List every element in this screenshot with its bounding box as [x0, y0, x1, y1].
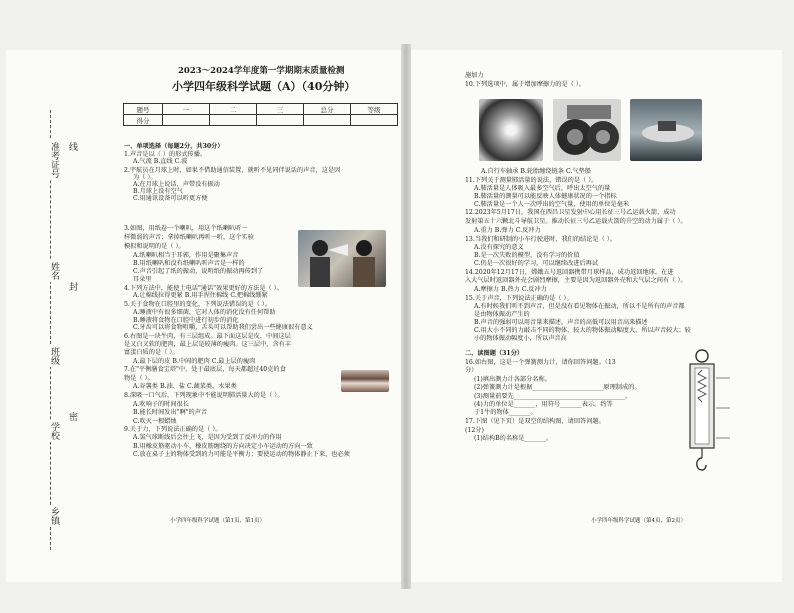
left-question-line: 7.在"平衡膳食宝塔"中，处于最底层，每天都超过40克的食 — [124, 366, 286, 373]
tire-chain-photo — [553, 99, 621, 161]
left-question-line: 2.宇航员在月球上时，如果不借助通信装置，就听不见同伴说话的声音，这是因 — [124, 167, 341, 174]
right-footer: 小学四年级科学试题（第4页，第2页） — [591, 518, 686, 524]
right-question-line: A.自行车轴承 B.轮胎缠绕链条 C.气垫船 — [481, 168, 591, 175]
left-question-line: C.声音引起了纸的振动，说明纸的振动再传到了 — [133, 268, 264, 275]
left-question-line: A.纸喇叭相当于耳郭，作用是聚集声音 — [133, 252, 239, 259]
right-question-line: 小的物体振动幅度小，所以声音高 — [474, 335, 567, 342]
score-header-cell: 二 — [210, 104, 257, 115]
label-school: 学校 — [49, 422, 59, 440]
score-header-cell: 一 — [163, 104, 210, 115]
left-question-line: 6.右图是一块牛肉，有三层组成。最下面这层是皮，中间这层 — [124, 333, 291, 340]
right-question-line: 发射第五十六颗北斗导航卫星。推动长征三号乙运载火箭的升空的动力属于（ ）。 — [465, 218, 687, 225]
left-question-line: 1.声音是以（ ）的形式传播。 — [124, 151, 207, 158]
right-question-line: 13.当我们和研制的小车行驶进时，我们的结论是（ ）。 — [465, 236, 617, 243]
score-cell — [210, 115, 257, 126]
score-header-cell: 题号 — [124, 104, 163, 115]
right-question-line: (2)弹簧测力计是根据_______________________原理制成的。 — [474, 384, 641, 391]
left-question-line: B.用纸喇叭和没有纸喇叭听声音是一样的 — [133, 260, 245, 267]
seal-mark-line: 线 — [67, 142, 77, 151]
left-question-line: 为（ ）。 — [133, 174, 157, 181]
seal-line-strip — [36, 110, 78, 550]
section-heading-1: 一、单项选择（每题2分，共30分） — [124, 143, 224, 150]
left-question-line: A.气流 B.直线 C.波 — [133, 158, 188, 165]
left-question-line: B.能长时间发出"啊"的声音 — [133, 409, 208, 416]
left-question-line: 富蛋白质的是（ ）。 — [124, 349, 179, 356]
children-paper-horn-photo — [298, 230, 386, 287]
left-question-line: 9.关于力，下列说法正确的是（ ）。 — [124, 426, 222, 433]
score-cell — [304, 115, 351, 126]
right-question-line: 是由物体振动产生的 — [474, 311, 530, 318]
score-table — [123, 103, 398, 126]
exam-title-1: 2023～2024学年度第一学期期末质量检测 — [178, 66, 345, 76]
children-silhouette-icon — [298, 230, 386, 287]
hovercraft-photo — [630, 99, 702, 161]
seal-mark-seal: 封 — [67, 282, 77, 291]
right-question-line: 分） — [465, 367, 478, 374]
right-question-line: 16.如右图，这是一个弹簧测力计，请你回答问题。（13 — [465, 359, 616, 366]
label-exam-number: 准考证号 — [49, 142, 59, 178]
right-question-line: (3)测量前要先____________________________________。 — [474, 393, 632, 400]
right-question-line: 二、读图题（31分） — [465, 350, 524, 357]
label-township: 乡镇 — [49, 507, 59, 525]
left-question-line: C.放在桌子上的物体受到的力可能是平衡力；要使运动的物体静止下来，也必须 — [133, 451, 350, 458]
page-gutter — [401, 44, 411, 589]
left-question-line: 样微弱的声音；拿掉纸喇叭再听一听，这个实验 — [124, 234, 254, 241]
right-question-line: 入大气层时返回器外壳会剧烈摩擦，主要是因为返回器外壳和大气层之间有（ ）。 — [465, 277, 687, 284]
right-question-line: A.肺活量是人体吸入最多空气后，呼出太空气的量 — [474, 185, 611, 192]
right-question-line: C.仍是一次很好的学习，可以继续改进后再试 — [474, 260, 599, 267]
left-question-line: A.睡液中有很多细菌，它对人体的消化没有任何帮助 — [133, 309, 276, 316]
tire-chain-icon — [553, 99, 621, 161]
right-question-line: 11.下列关于测量肺活量的说法，错误的是（ ）。 — [465, 177, 598, 184]
right-question-line: B.肺活量的测量可以能反映人体健康状况的一个指标 — [474, 193, 617, 200]
left-question-line: A.吹响子的时间很长 — [133, 401, 189, 408]
score-header-cell: 总分 — [304, 104, 351, 115]
right-question-line: B.声音的强弱可以用音量来描述，声音的高低可以用音高来描述 — [474, 319, 648, 326]
hovercraft-icon — [630, 99, 702, 161]
left-question-line: C.用通讯设备可以听更方便 — [133, 195, 208, 202]
left-question-line: 5.关于食物在口腔里的变化，下列说法错误的是（ ）。 — [124, 301, 272, 308]
right-question-line: (1)填出测力计各部分名称。 — [474, 376, 551, 383]
left-question-line: A.让棉线拉得更紧 B.用手捏住棉线 C.把棉线绷紧 — [133, 292, 268, 299]
score-cell — [351, 115, 398, 126]
score-row-label: 得分 — [124, 115, 163, 126]
left-question-line: 耳朵里 — [133, 276, 152, 283]
seal-mark-secret: 密 — [67, 412, 77, 421]
left-question-line: 是又白又软的肥肉，最上层是较薄的瘦肉。这三层中，含有丰 — [124, 341, 292, 348]
right-question-line: C.肺活量是一个人一次呼出的空气量，使用的单位是毫米 — [474, 201, 629, 208]
label-name: 姓名 — [49, 262, 59, 280]
right-question-line: A.没有探究的意义 — [474, 244, 524, 251]
left-question-line: 模拟和说明的是（ ）。 — [124, 243, 185, 250]
left-question-line: A.在月球上说话，声带没有振动 — [133, 181, 220, 188]
bicycle-bearing-photo — [479, 99, 543, 161]
left-question-line: C.吹灭一根蜡烛 — [133, 418, 177, 425]
left-question-line: A.谷薯类 B.油、盐 C.蔬菜类、水果类 — [133, 383, 237, 390]
right-question-line: C.用大小不同的力敲击不同的物体，较大的物体振动幅度大，所以声音较大；较 — [474, 327, 691, 334]
right-question-line: (4)力的单位是_______，用符号_______表示。约等 — [474, 401, 613, 408]
left-question-line: C.牙齿可以将食物咀嚼，舌头可以帮助我们尝出一些健康很有意义 — [133, 324, 313, 331]
left-question-line: 4.下列方法中，能使土电话"通话"效果更好的方法是（ ）。 — [124, 285, 283, 292]
left-question-line: A.氢气球断线后会往上飞，是因为受到了反冲力的作用 — [133, 434, 282, 441]
exam-title-2: 小学四年级科学试题（A）（40分钟） — [172, 80, 356, 93]
spring-scale-diagram — [672, 348, 734, 474]
right-question-line: (1)结构B的名称是_______。 — [474, 435, 553, 442]
right-question-line: 17.下图（见下页）是双空的结构图，请回答问题。 — [465, 418, 605, 425]
left-question-line: B.月球上没有空气 — [133, 188, 183, 195]
right-question-line: 12.2023年5月17日，我国在西昌卫星发射中心用长征三号乙运载火箭，成功 — [465, 209, 676, 216]
left-footer: 小学四年级科学试题（第1页，第1页） — [170, 518, 265, 524]
right-question-line: 施加力 — [465, 72, 484, 79]
label-class: 班级 — [49, 347, 59, 365]
right-question-line: 14.2020年12月17日，嫦娥五号返回器携带月球样品，成功返回地球。在进 — [465, 269, 674, 276]
left-question-line: 3.如图，用纸卷一个喇叭，用这个纸喇叭听一 — [124, 225, 248, 232]
beef-layers-photo — [341, 370, 389, 392]
left-question-line: 物是（ ）。 — [124, 375, 154, 382]
score-header-cell: 等级 — [351, 104, 398, 115]
right-question-line: A.有时候我们听不到声音，但是没有看见物体在振动，所以不是所有的声音都 — [474, 303, 685, 310]
left-question-line: B.用橡皮筋驱动小车，橡皮筋缠绕的方向决定小车运动的方向一致 — [133, 443, 313, 450]
score-cell — [257, 115, 304, 126]
score-cell — [163, 115, 210, 126]
right-question-line: 于1牛的物体_______。 — [474, 409, 537, 416]
right-question-line: 15.关于声音，下列说法正确的是（ ）。 — [465, 295, 573, 302]
right-question-line: 10.下列选项中，属于增加摩擦力的是（ ）。 — [465, 81, 586, 88]
right-question-line: A.重力 B.弹力 C.反冲力 — [474, 227, 541, 234]
right-question-line: (12分) — [465, 427, 484, 434]
right-question-line: B.是一次失败的模型，没有学习的价值 — [474, 252, 580, 259]
right-question-line: A.摩擦力 B.热力 C.反冲力 — [474, 286, 547, 293]
left-question-line: A.最下层的皮 B.中间的肥肉 C.最上层的瘦肉 — [133, 358, 256, 365]
left-question-line: 8.深吸一口气后，下列现象中不能说明肺活量大的是（ ）。 — [124, 392, 284, 399]
score-header-cell: 三 — [257, 104, 304, 115]
left-question-line: B.睡液将食物在口腔中进行初步的消化 — [133, 317, 239, 324]
